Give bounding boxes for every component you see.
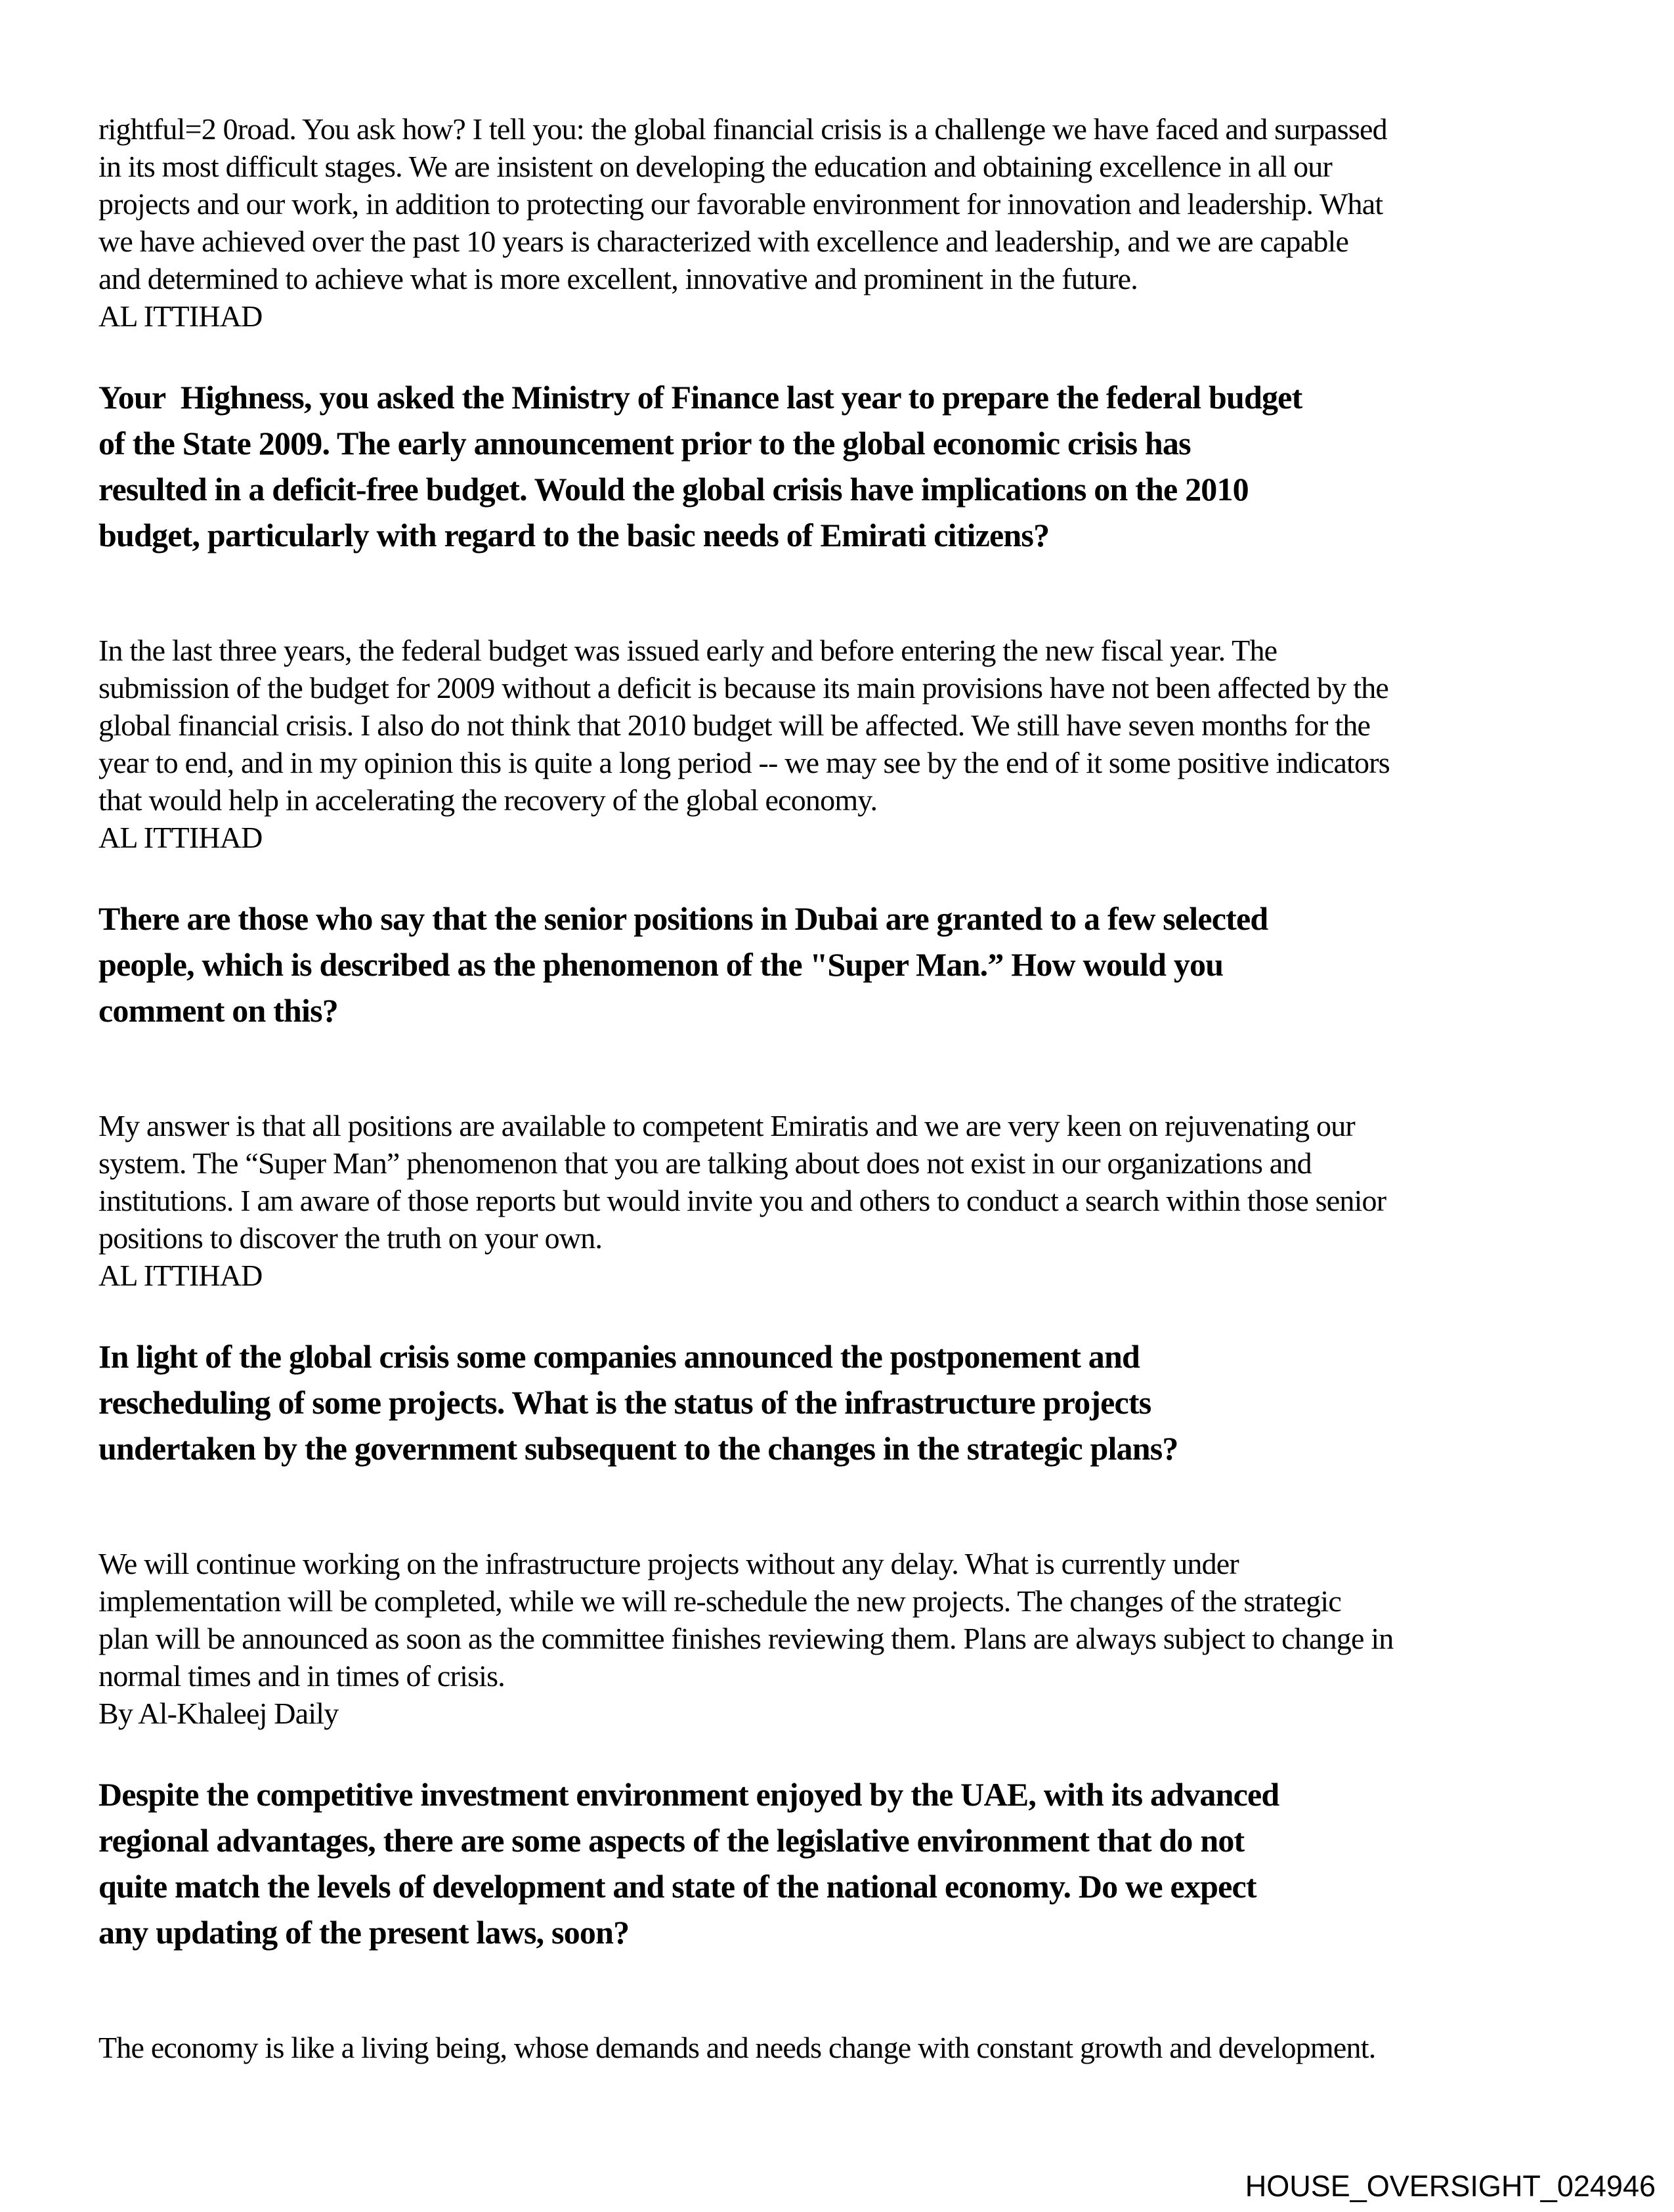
closing-paragraph: [98, 2029, 1648, 2066]
text-line: we have achieved over the past 10 years is characterized with excellence and leadership, and we are capable: [98, 225, 1349, 258]
answer-block-3: [98, 1107, 1648, 1294]
text-line: budget, particularly with regard to the basic needs of Emirati citizens?: [98, 517, 1050, 553]
text-line: any updating of the present laws, soon?: [98, 1914, 630, 1951]
answer-paragraph-2: [98, 632, 1648, 819]
text-line: There are those who say that the senior positions in Dubai are granted to a few selected: [98, 900, 1268, 937]
answer-paragraph-4: [98, 1545, 1648, 1695]
text-line: normal times and in times of crisis.: [98, 1659, 505, 1693]
question-block-2: [98, 896, 1648, 1033]
answer-block-1: [98, 110, 1648, 335]
text-line: global financial crisis. I also do not think that 2010 budget will be affected. We still have seven months for the: [98, 708, 1371, 742]
text-line: year to end, and in my opinion this is quite a long period -- we may see by the end of it some positive indicators: [98, 746, 1390, 779]
text-line: submission of the budget for 2009 without a deficit is because its main provisions have not been affected by the: [98, 671, 1389, 705]
text-line: rightful=2 0road. You ask how? I tell you: the global financial crisis is a challenge we have faced and surpassed: [98, 112, 1387, 146]
answer-paragraph-3: [98, 1107, 1648, 1257]
text-line: implementation will be completed, while we will re-schedule the new projects. The changes of the strategic: [98, 1584, 1341, 1618]
text-line: people, which is described as the phenomenon of the "Super Man.” How would you: [98, 946, 1224, 983]
text-line: in its most difficult stages. We are insistent on developing the education and obtaining excellence in all our: [98, 150, 1332, 183]
text-line: In light of the global crisis some companies announced the postponement and: [98, 1338, 1140, 1375]
question-paragraph-1: [98, 374, 1648, 558]
text-line: resulted in a deficit-free budget. Would the global crisis have implications on the 2010: [98, 471, 1249, 508]
text-line: regional advantages, there are some aspects of the legislative environment that do not: [98, 1822, 1245, 1859]
question-paragraph-3: [98, 1334, 1648, 1471]
text-line: We will continue working on the infrastructure projects without any delay. What is currently under: [98, 1547, 1239, 1580]
source-attribution-1: AL ITTIHAD: [98, 299, 263, 333]
text-line: institutions. I am aware of those reports but would invite you and others to conduct a search within those senior: [98, 1184, 1386, 1217]
text-line: Despite the competitive investment environment enjoyed by the UAE, with its advanced: [98, 1776, 1279, 1813]
text-line: projects and our work, in addition to protecting our favorable environment for innovation and leadership. What: [98, 187, 1383, 221]
text-line: rescheduling of some projects. What is the status of the infrastructure projects: [98, 1384, 1151, 1421]
text-line: and determined to achieve what is more excellent, innovative and prominent in the future.: [98, 262, 1138, 295]
answer-block-2: [98, 632, 1648, 856]
question-paragraph-4: [98, 1771, 1648, 1955]
text-line: My answer is that all positions are available to competent Emiratis and we are very keen on rejuvenating our: [98, 1109, 1355, 1142]
source-attribution-3: AL ITTIHAD: [98, 1259, 263, 1292]
text-line: quite match the levels of development and state of the national economy. Do we expect: [98, 1868, 1256, 1905]
source-attribution-4: By Al-Khaleej Daily: [98, 1697, 339, 1730]
closing-block: [98, 2029, 1648, 2066]
text-line: positions to discover the truth on your own.: [98, 1221, 603, 1255]
text-line: of the State 2009. The early announcement prior to the global economic crisis has: [98, 425, 1191, 462]
text-line: system. The “Super Man” phenomenon that you are talking about does not exist in our organizations and: [98, 1146, 1312, 1180]
source-attribution-2: AL ITTIHAD: [98, 821, 263, 854]
question-block-3: [98, 1334, 1648, 1471]
text-line: undertaken by the government subsequent to the changes in the strategic plans?: [98, 1430, 1178, 1467]
text-line: comment on this?: [98, 992, 338, 1029]
text-line: The economy is like a living being, whose demands and needs change with constant growth and development.: [98, 2031, 1376, 2064]
question-block-4: [98, 1771, 1648, 1955]
text-line: plan will be announced as soon as the committee finishes reviewing them. Plans are always subject to change in: [98, 1622, 1394, 1655]
question-block-1: [98, 374, 1648, 558]
text-line: In the last three years, the federal budget was issued early and before entering the new fiscal year. The: [98, 634, 1277, 667]
answer-block-4: [98, 1545, 1648, 1732]
text-line: that would help in accelerating the recovery of the global economy.: [98, 783, 878, 817]
text-line: Your Highness, you asked the Ministry of Finance last year to prepare the federal budget: [98, 379, 1302, 416]
question-paragraph-2: [98, 896, 1648, 1033]
answer-paragraph-1: [98, 110, 1648, 297]
bates-stamp: HOUSE_OVERSIGHT_024946: [1245, 2169, 1656, 2203]
document-content: [98, 110, 1648, 2066]
